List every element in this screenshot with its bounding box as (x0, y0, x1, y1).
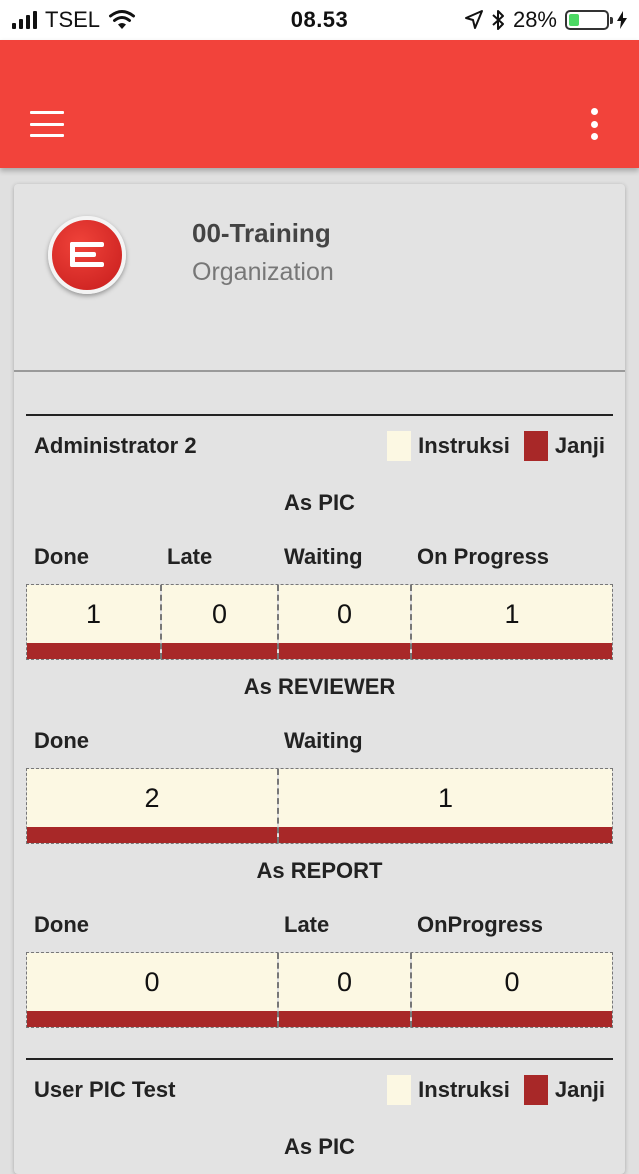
column-header-waiting: Waiting (284, 544, 363, 569)
stat-value: 2 (27, 769, 277, 827)
stat-cell-onprogress[interactable] (410, 953, 612, 1027)
stat-cell-late[interactable] (160, 585, 277, 659)
organization-card (14, 184, 625, 1174)
legend (387, 1075, 605, 1105)
instruksi-swatch (387, 431, 411, 461)
stat-value: 1 (412, 585, 612, 643)
janji-bar (27, 827, 277, 843)
location-arrow-icon (465, 10, 483, 30)
column-header-done: Done (34, 544, 89, 569)
app-bar (0, 40, 639, 168)
stat-cell-done[interactable] (27, 953, 277, 1027)
column-headers (26, 530, 613, 584)
organization-logo-icon (48, 216, 126, 294)
section-title-as-pic: As PIC (284, 1134, 355, 1159)
user-name: Administrator 2 (34, 433, 197, 458)
janji-bar (27, 643, 160, 659)
stat-value: 0 (279, 585, 410, 643)
legend-janji-label: Janji (554, 1077, 605, 1102)
battery-percent: 28% (512, 7, 557, 32)
column-header-on-progress: On Progress (417, 544, 550, 569)
legend (387, 431, 605, 461)
janji-bar (27, 1011, 277, 1027)
stat-value: 0 (412, 953, 612, 1011)
stat-cell-waiting[interactable] (277, 585, 410, 659)
stat-value: 0 (27, 953, 277, 1011)
column-header-late: Late (284, 912, 330, 937)
column-header-onprogress: OnProgress (417, 912, 543, 937)
column-header-done: Done (34, 728, 89, 753)
user-header (26, 1060, 613, 1120)
stat-cell-late[interactable] (277, 953, 410, 1027)
more-vertical-icon[interactable] (589, 108, 599, 140)
organization-name: 00-Training (192, 218, 331, 248)
signal-icon (12, 11, 37, 29)
charging-icon (617, 11, 627, 29)
legend-instruksi-label: Instruksi (418, 433, 510, 458)
legend-instruksi-label: Instruksi (418, 1077, 510, 1102)
stat-value: 1 (27, 585, 160, 643)
janji-bar (279, 1011, 410, 1027)
battery-level (569, 14, 579, 26)
column-headers (26, 898, 613, 952)
stat-cell-done[interactable] (27, 585, 160, 659)
column-header-waiting: Waiting (284, 728, 363, 753)
stat-row-as-reviewer (26, 768, 613, 844)
stat-row-as-pic (26, 584, 613, 660)
janji-bar (412, 643, 612, 659)
user-name: User PIC Test (34, 1077, 176, 1102)
user-header (26, 416, 613, 476)
organization-header[interactable] (14, 184, 625, 372)
janji-swatch (524, 431, 548, 461)
user-block-user-pic-test (26, 1058, 613, 1174)
stat-cell-on-progress[interactable] (410, 585, 612, 659)
status-right (407, 7, 627, 33)
section-title-as-reviewer: As REVIEWER (243, 674, 396, 699)
battery-icon (565, 10, 609, 30)
section-title-as-report: As REPORT (256, 858, 383, 883)
hamburger-menu-icon[interactable] (30, 111, 64, 137)
user-block-administrator-2 (26, 414, 613, 1028)
stat-value: 0 (162, 585, 277, 643)
status-bar (0, 0, 639, 40)
column-headers (26, 714, 613, 768)
section-title-as-pic: As PIC (284, 490, 355, 515)
column-header-late: Late (167, 544, 213, 569)
stat-row-as-report (26, 952, 613, 1028)
instruksi-swatch (387, 1075, 411, 1105)
organization-type: Organization (192, 258, 334, 286)
janji-bar (279, 827, 612, 843)
stat-cell-waiting[interactable] (277, 769, 612, 843)
column-header-done: Done (34, 912, 89, 937)
wifi-icon (108, 9, 136, 31)
stat-value: 1 (279, 769, 612, 827)
stat-value: 0 (279, 953, 410, 1011)
janji-bar (412, 1011, 612, 1027)
status-time: 08.53 (290, 7, 349, 32)
bluetooth-icon (491, 9, 505, 31)
janji-bar (162, 643, 277, 659)
legend-janji-label: Janji (554, 433, 605, 458)
carrier-label: TSEL (45, 7, 101, 32)
status-left (12, 7, 232, 33)
janji-swatch (524, 1075, 548, 1105)
stat-cell-done[interactable] (27, 769, 277, 843)
janji-bar (279, 643, 410, 659)
